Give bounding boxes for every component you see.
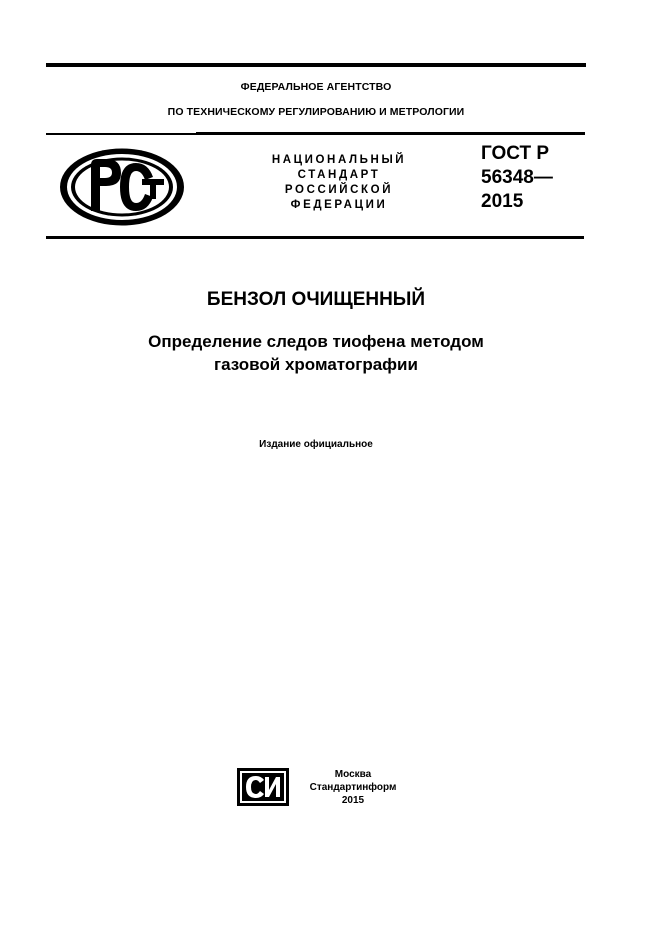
publisher-name: Стандартинформ [309,782,397,793]
standard-type [234,153,444,213]
header-bottom-rule [46,236,584,239]
subtitle-line-2: газовой хроматографии [214,355,418,374]
rst-emblem-icon [58,147,186,227]
standard-type-line-2: СТАНДАРТ [297,169,381,181]
gost-designation [481,142,591,214]
standartinform-logo-icon [237,768,289,806]
gost-prefix: ГОСТ Р [481,143,550,164]
top-rule [46,63,586,67]
standard-type-line-4: ФЕДЕРАЦИИ [290,199,388,211]
header-rule-right [196,132,585,135]
document-title: БЕНЗОЛ ОЧИЩЕННЫЙ [206,289,426,310]
agency-line-1: ФЕДЕРАЛЬНОЕ АГЕНТСТВО [240,81,392,93]
gost-number: 56348— [481,167,553,188]
publisher-info [298,768,408,807]
standard-type-line-1: НАЦИОНАЛЬНЫЙ [271,154,407,166]
edition-note: Издание официальное [259,439,373,450]
publisher-year: 2015 [341,795,365,806]
standard-type-line-3: РОССИЙСКОЙ [284,184,394,196]
gost-year: 2015 [481,191,524,212]
publisher-city: Москва [334,769,372,780]
header-rule-left [46,133,196,135]
subtitle-line-1: Определение следов тиофена методом [148,332,484,351]
document-subtitle [46,330,586,376]
agency-line-2: ПО ТЕХНИЧЕСКОМУ РЕГУЛИРОВАНИЮ И МЕТРОЛОГИИ [167,106,465,118]
